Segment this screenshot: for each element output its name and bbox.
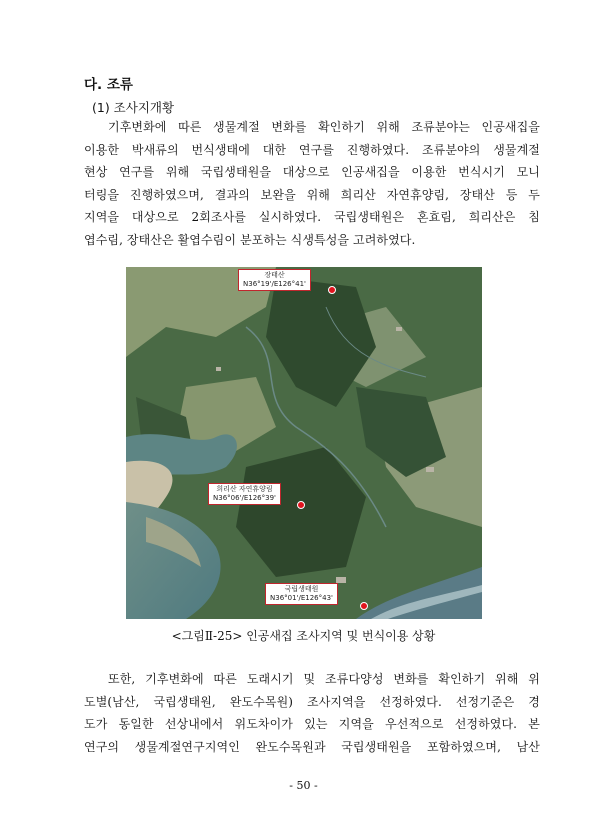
paragraph-line: 엽수림, 장태산은 활엽수림이 분포하는 식생특성을 고려하였다. (84, 232, 416, 247)
marker-coords: N36°06'/E126°39' (213, 494, 276, 502)
map-marker-label (208, 483, 281, 505)
paragraph-line: 터링을 진행하였으며, 결과의 보완을 위해 희리산 자연휴양림, 장태산 등 두 (84, 187, 540, 202)
figure-caption: <그림Ⅱ-25> 인공새집 조사지역 및 번식이용 상황 (171, 629, 436, 643)
map-marker-label (238, 269, 311, 291)
section-heading: 다. 조류 (84, 77, 133, 93)
paragraph-line: 현상 연구를 위해 국립생태원을 대상으로 인공새집을 이용한 번식시기 모니 (84, 165, 540, 179)
subsection-heading: (1) 조사지개황 (92, 100, 175, 115)
paragraph-line: 또한, 기후변화에 따른 도래시기 및 조류다양성 변화를 확인하기 위해 위 (108, 672, 540, 686)
map-marker-dot (297, 501, 305, 509)
map-marker-dot (328, 286, 336, 294)
second-paragraph (84, 668, 540, 758)
paragraph-line: 도가 동일한 선상내에서 위도차이가 있는 지역을 우선적으로 선정하였다. 본 (84, 717, 540, 731)
paragraph-line: 기후변화에 따른 생물계절 변화를 확인하기 위해 조류분야는 인공새집을 (108, 120, 540, 134)
paragraph-line: 도별(남산, 국립생태원, 완도수목원) 조사지역을 선정하였다. 선정기준은 경 (84, 694, 540, 709)
paragraph-line: 이용한 박새류의 번식생태에 대한 연구를 진행하였다. 조류분야의 생물계절 (84, 142, 540, 157)
marker-name: 국립생태원 (284, 585, 319, 593)
paragraph-line: 연구의 생물계절연구지역인 완도수목원과 국립생태원을 포함하였으며, 남산 (84, 739, 540, 754)
satellite-map (126, 267, 482, 619)
marker-coords: N36°19'/E126°41' (243, 280, 306, 288)
marker-name: 장태산 (264, 271, 285, 279)
marker-coords: N36°01'/E126°43' (270, 594, 333, 602)
satellite-map-image (126, 267, 482, 619)
marker-name: 희리산 자연휴양림 (216, 485, 273, 493)
paragraph-line: 지역을 대상으로 2회조사를 실시하였다. 국립생태원은 혼효림, 희리산은 침 (84, 210, 540, 224)
map-marker-dot (360, 602, 368, 610)
page-number: - 50 - (289, 779, 318, 792)
intro-paragraph (84, 116, 540, 251)
map-marker-label (265, 583, 338, 605)
